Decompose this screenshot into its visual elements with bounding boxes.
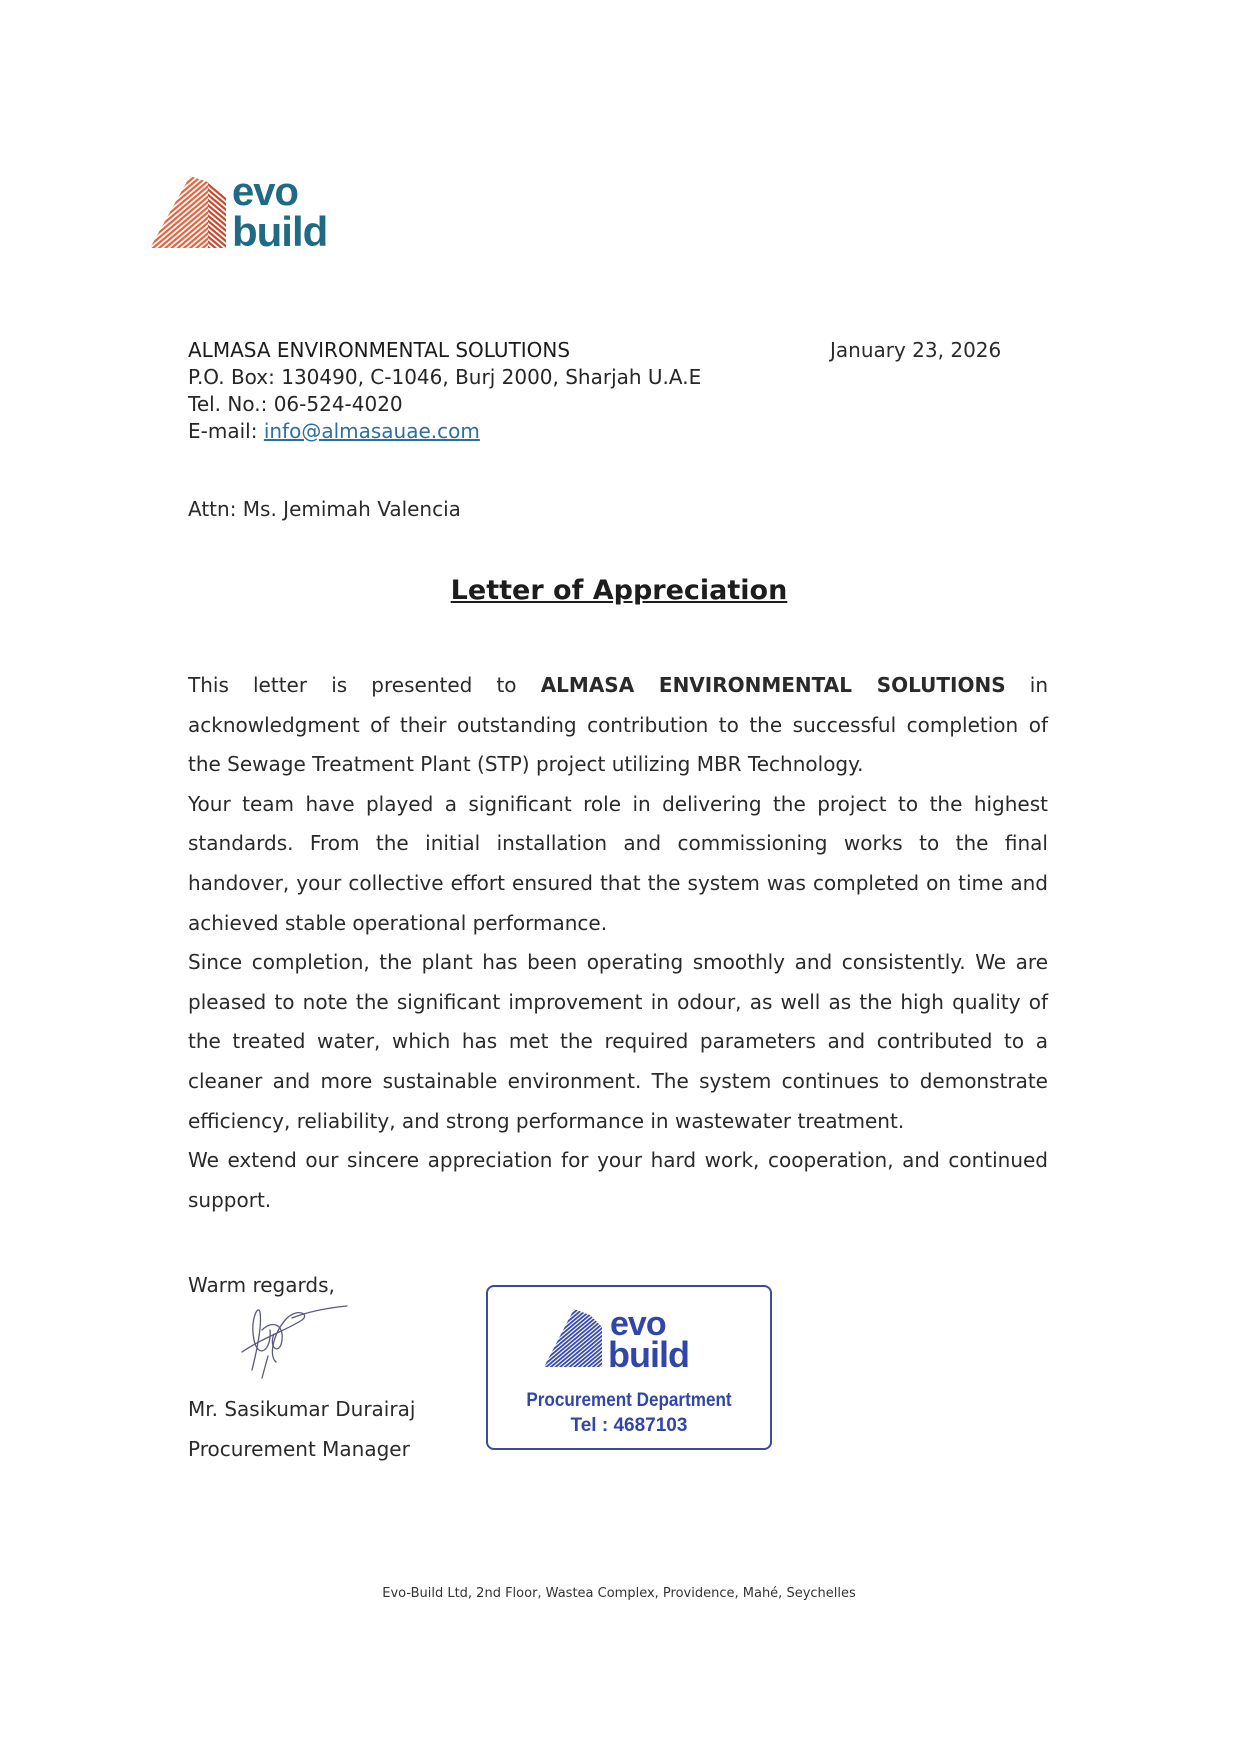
recipient-block xyxy=(188,337,701,445)
p1-rest: in acknowledgment of their outstanding contribution to the successful completion of the Sewage Treatment Plant (STP) project utilizing MBR Technology. xyxy=(188,673,1049,777)
building-logo-icon xyxy=(150,176,230,256)
signer-position: Procurement Manager xyxy=(188,1437,410,1461)
signature-icon xyxy=(232,1300,352,1380)
body-paragraph-3: Since completion, the plant has been operating smoothly and consistently. We are pleased to note the significant improvement in odour, as well as the high quality of the treated water, which has met the required parameters and contributed to a cleaner and more sustainable environment. The system continues to demonstrate efficiency, reliability, and strong performance in wastewater treatment. xyxy=(188,950,1048,1133)
stamp-building-icon xyxy=(544,1309,606,1369)
recipient-tel xyxy=(188,391,701,418)
body-paragraph-4: We extend our sincere appreciation for your hard work, cooperation, and continued support. xyxy=(188,1148,1048,1212)
letter-title: Letter of Appreciation xyxy=(450,575,788,606)
tel-label: Tel. No.: xyxy=(188,392,274,416)
stamp-department: Procurement Department xyxy=(526,1390,732,1411)
evo-build-logo xyxy=(150,172,360,264)
letter-date: January 23, 2026 xyxy=(830,338,1002,362)
department-stamp xyxy=(486,1285,772,1450)
logo-word-build: build xyxy=(232,208,328,255)
recipient-email xyxy=(188,418,701,445)
closing: Warm regards, xyxy=(188,1273,335,1297)
attention-line: Attn: Ms. Jemimah Valencia xyxy=(188,497,461,521)
stamp-word-evo: evo xyxy=(610,1305,666,1343)
p1-intro: This letter is presented to xyxy=(188,673,541,697)
p1-company: ALMASA ENVIRONMENTAL SOLUTIONS xyxy=(540,673,1006,697)
footer-address: Evo-Build Ltd, 2nd Floor, Wastea Complex, Providence, Mahé, Seychelles xyxy=(382,1586,856,1601)
logo-word-evo: evo xyxy=(232,170,298,214)
recipient-address: P.O. Box: 130490, C-1046, Burj 2000, Sharjah U.A.E xyxy=(188,365,702,389)
signer-name: Mr. Sasikumar Durairaj xyxy=(188,1397,416,1421)
signer-block xyxy=(188,1389,415,1469)
letter-body xyxy=(188,666,1048,1220)
email-label: E-mail: xyxy=(188,419,264,443)
body-paragraph-1 xyxy=(188,666,1048,785)
stamp-tel: Tel : 4687103 xyxy=(570,1415,688,1436)
email-link[interactable]: info@almasauae.com xyxy=(263,419,480,443)
body-paragraph-2: Your team have played a significant role in delivering the project to the highest standards. From the initial installation and commissioning works to the final handover, your collective effort ensured that the system was completed on time and achieved stable operational performance. xyxy=(188,791,1048,935)
recipient-company: ALMASA ENVIRONMENTAL SOLUTIONS xyxy=(188,338,571,362)
stamp-word-build: build xyxy=(608,1334,689,1375)
tel-value: 06-524-4020 xyxy=(273,392,403,416)
